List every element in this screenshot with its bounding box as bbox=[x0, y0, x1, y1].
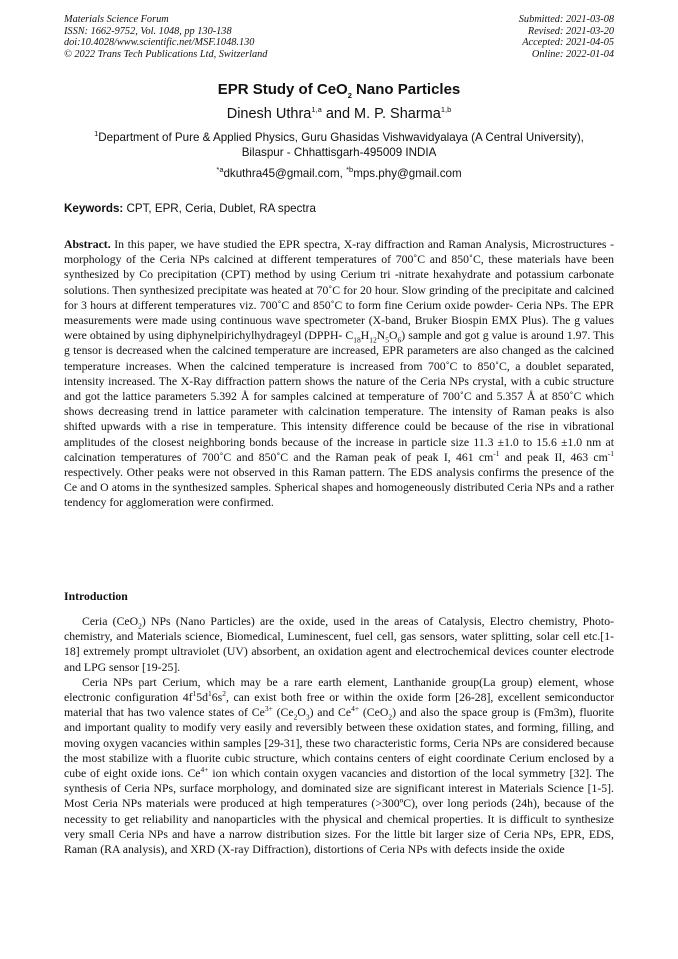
formula-h: H bbox=[360, 329, 370, 343]
intro-paragraph-1 bbox=[64, 614, 614, 675]
intro-paragraph-2 bbox=[64, 675, 614, 857]
dates-info bbox=[519, 14, 614, 60]
authors bbox=[0, 106, 678, 122]
email-b[interactable]: mps.phy@gmail.com bbox=[353, 167, 462, 180]
author-2: M. P. Sharma bbox=[354, 106, 441, 122]
intro-p2-i: ) and also the space group is (Fm3m), fluorite and important quality to modify very easily and reversibly between these oxidation states, and forming, filling, and moving oxygen vacancies within samples [29-31], these two characteristic forms, Ceria NPs are considered because the most stabilize with a fluorite cubic structure, which contains centers of eight coordinate Cerium enclosed by a cube of eight oxide ions. Ce bbox=[64, 706, 614, 781]
intro-p2-g: ) and Ce bbox=[309, 706, 352, 720]
online-date: Online: 2022-01-04 bbox=[531, 48, 614, 60]
author-2-affil: 1,b bbox=[440, 105, 452, 115]
abstract-part-3: and peak II, 463 cm bbox=[499, 450, 608, 464]
intro-p1-sub: 2 bbox=[138, 621, 142, 631]
intro-p2-sub-1: 2 bbox=[293, 712, 298, 722]
affiliation-text-1: Department of Pure & Applied Physics, Guru Ghasidas Vishwavidyalaya (A Central University), bbox=[98, 131, 584, 144]
title-suffix: Nano Particles bbox=[351, 81, 461, 98]
affiliation-line-2: Bilaspur - Chhattisgarh-495009 INDIA bbox=[241, 146, 437, 159]
intro-p2-sup-1: 1 bbox=[192, 689, 197, 699]
author-1: Dinesh Uthra bbox=[226, 106, 312, 122]
intro-p2-a: Ceria NPs part Cerium, which may be a rare earth element, Lanthanide group(La group) element, whose electronic configuration 4f bbox=[64, 675, 614, 705]
paper-title bbox=[0, 81, 678, 98]
submitted-date: Submitted: 2021-03-08 bbox=[518, 14, 614, 25]
intro-p2-sub-3: 2 bbox=[388, 712, 393, 722]
keywords-label: Keywords: bbox=[64, 202, 124, 215]
formula-o: O bbox=[389, 329, 398, 343]
abstract-label: Abstract. bbox=[64, 238, 111, 251]
intro-p2-sup-6: 4+ bbox=[200, 765, 209, 775]
intro-p2-sup-4: 3+ bbox=[264, 704, 273, 714]
abstract-part-4: respectively. Other peaks were not observed in this Raman pattern. The EDS analysis confirms the presence of the Ce and O atoms in the synthesized samples. Spherical shapes and homogeneously distributed Ceria NPs and a rather tendency for agglomeration were confirmed. bbox=[64, 466, 614, 510]
accepted-date: Accepted: 2021-04-05 bbox=[522, 37, 614, 49]
intro-p2-sup-3: 2 bbox=[222, 689, 226, 699]
email-a-marker: *a bbox=[216, 165, 224, 175]
emails bbox=[0, 167, 678, 180]
intro-p1-b: ) NPs (Nano Particles) are the oxide, used in the areas of Catalysis, Electro chemistry, Photo-chemistry, and Materials science, Biomedical, Luminescent, fuel cell, gas sensors, water splitting, solar cell etc.[1-18] extremely prompt ultraviolet (UV) absorbent, an oxidation agent and electrochemical devices counter electrode and LPG sensor [19-25]. bbox=[64, 615, 614, 674]
copyright-line: © 2022 Trans Tech Publications Ltd, Switzerland bbox=[64, 48, 268, 60]
formula-sub-3: 5 bbox=[385, 335, 390, 345]
journal-info bbox=[64, 14, 267, 60]
affiliation bbox=[40, 130, 638, 160]
abstract bbox=[64, 237, 614, 511]
intro-p2-h: (CeO bbox=[359, 706, 389, 720]
intro-p2-e: (Ce bbox=[272, 706, 294, 720]
email-b-marker: *b bbox=[346, 165, 354, 175]
email-a-sup: a bbox=[219, 165, 224, 175]
email-a[interactable]: dkuthra45@gmail.com, bbox=[223, 167, 347, 180]
unit-sup-2: -1 bbox=[607, 448, 615, 458]
formula-sub-1: 18 bbox=[353, 335, 361, 345]
email-b-sup: b bbox=[349, 165, 354, 175]
author-1-affil: 1,a bbox=[311, 105, 322, 115]
issn-line: ISSN: 1662-9752, Vol. 1048, pp 130-138 bbox=[64, 25, 232, 37]
revised-date: Revised: 2021-03-20 bbox=[527, 25, 614, 37]
affiliation-line-1 bbox=[40, 130, 638, 145]
authors-conjunction: and bbox=[321, 106, 355, 122]
intro-p2-f: O bbox=[297, 706, 306, 720]
intro-p2-d: , can exist both free or within the oxide form [26-28], excellent semiconductor material that has two valence states of Ce bbox=[64, 691, 615, 720]
formula-sub-2: 12 bbox=[369, 335, 377, 345]
intro-p2-sup-2: 1 bbox=[208, 689, 212, 699]
abstract-part-1: In this paper, we have studied the EPR spectra, X-ray diffraction and Raman Analysis, Microstructures -morphology of the Ceria NPs calcined at different temperatures of 700˚C and 850˚C, these materials have been synthesized by Co precipitation (CPT) method by using Cerium tri -nitrate hexahydrate and potassium carbonate solutions. Then synthesized precipitate was heated at 70˚C for 20 hour. Slow grinding of the precipitate and calcined for 3 hours at different temperatures viz. 700˚C and 850˚C to form fine Cerium oxide powder- Ceria NPs. The EPR measurements were made using continuous wave spectrometer (X-band, Bruker Biospin EMX Plus). The g values were obtained by using diphynelpirichylhydrageyl (DPPH- C bbox=[64, 238, 614, 343]
intro-p2-j: ion which contain oxygen vacancies and distortion of the local symmetry [32]. The synthesis of Ceria NPs, surface morphology, and dominated size are significant interest in Materials Science [1-5]. Most Ceria NPs materials were produced at high temperatures (>300ºC), over long periods (24h), because of the necessity to get reliability and nanoparticles with the physical and chemical properties. It is difficult to synthesize very small Ceria NPs and have a narrow distribution sizes. For the little bit larger size of Ceria NPs, EPR, EDS, Raman (RA analysis), and XRD (X-ray Diffraction), distortions of Ceria NPs with defects inside the oxide bbox=[64, 767, 614, 857]
keywords-text: CPT, EPR, Ceria, Dublet, RA spectra bbox=[123, 202, 316, 215]
doi-link[interactable]: doi:10.4028/www.scientific.net/MSF.1048.130 bbox=[64, 37, 255, 49]
keywords bbox=[64, 202, 614, 215]
intro-p2-sub-2: 3 bbox=[305, 712, 310, 722]
intro-p2-c: 6s bbox=[211, 691, 223, 705]
intro-p2-b: 5d bbox=[196, 691, 209, 705]
formula-sub-4: 6 bbox=[397, 335, 402, 345]
affiliation-marker: 1 bbox=[94, 129, 99, 139]
journal-name: Materials Science Forum bbox=[64, 14, 169, 25]
abstract-part-2: ) sample and got g value is around 1.97. This g tensor is decreased when the calcined temperature are increased, EPR parameters are also changed as the calcined temperature increases. When the calcined temperature is increased from 700˚C to 850˚C, a doublet separated, intensity increased. The X-Ray diffraction pattern shows the nature of the Ceria NPs crystal, with a cubic structure and got the lattice parameters 5.392 Å for samples calcined at temperature of 700˚C and 5.357 Å at 850˚C which shows decreasing trend in lattice parameter with calcination temperature. The intensity of Raman peaks is also shifted upwards with a rise in temperature. This intensity difference could be because of the rise in vibrational amplitudes of the closest neighboring bonds because of the increase in particle size 11.3 ±1.0 to 15.6 ±1.0 nm at calcination temperatures of 700˚C and 850˚C and the Raman peak of peak I, 461 cm bbox=[64, 329, 615, 464]
title-prefix: EPR Study of CeO bbox=[217, 81, 348, 98]
formula-n: N bbox=[376, 329, 386, 343]
unit-sup-1: -1 bbox=[493, 448, 500, 458]
intro-p2-sup-5: 4+ bbox=[351, 704, 360, 714]
introduction-body bbox=[64, 614, 614, 857]
introduction-heading: Introduction bbox=[64, 590, 128, 603]
title-subscript: 2 bbox=[347, 91, 352, 100]
intro-p1-a: Ceria (CeO bbox=[82, 615, 139, 628]
